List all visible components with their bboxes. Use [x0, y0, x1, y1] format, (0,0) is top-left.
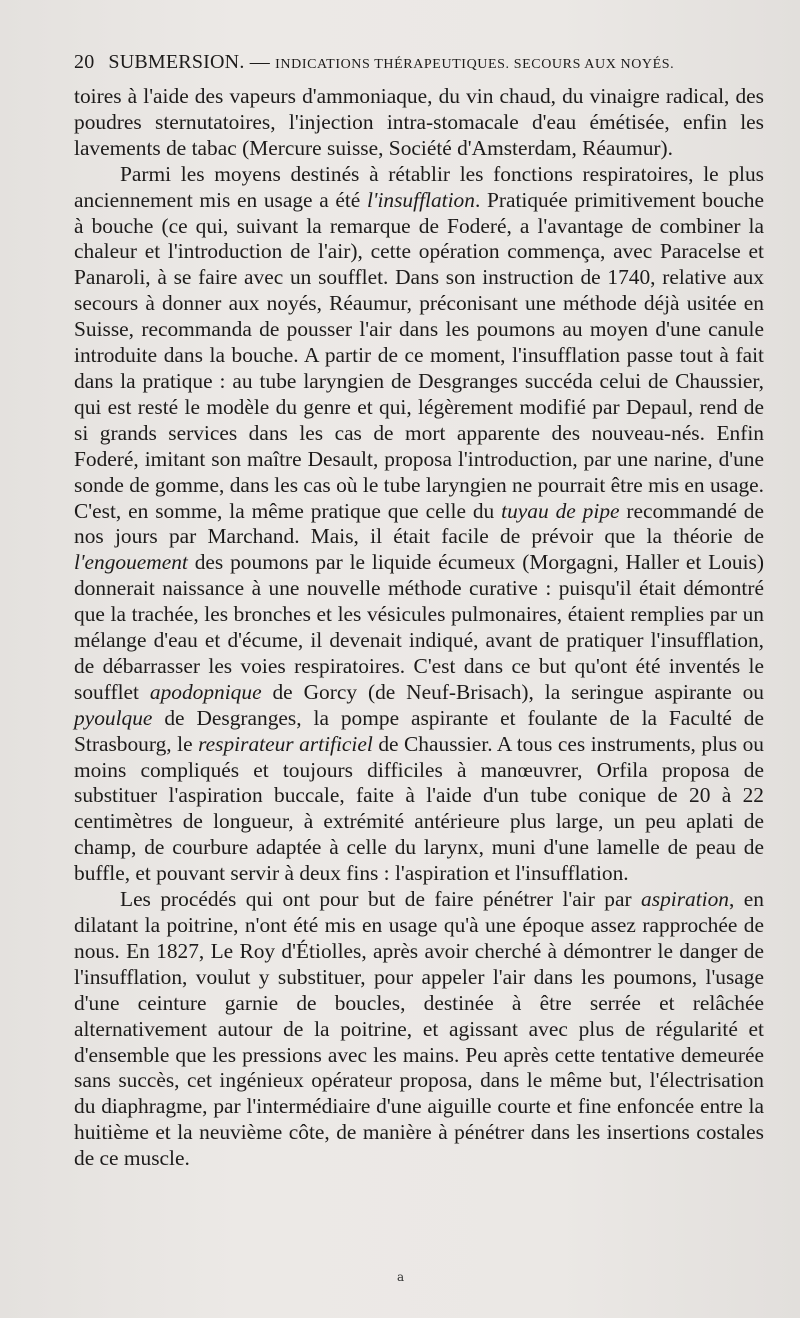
paragraph-3 [74, 887, 764, 1172]
text-segment: de Gorcy (de Neuf-Brisach), la seringue aspirante ou [261, 679, 764, 704]
italic-term: aspiration [641, 887, 730, 912]
footer-mark: a [397, 1270, 405, 1284]
paragraph-1 [74, 84, 764, 162]
text-segment: Les procédés qui ont pour but de faire pénétrer l'air par [120, 887, 642, 912]
italic-term: pyoulque [74, 705, 153, 730]
text-segment: , en dilatant la poitrine, n'ont été mis en usage qu'à une époque assez rapprochée de nous. En 1827, Le Roy d'Étiolles, après avoir cherché à démontrer le danger de l'insufflation, voulut y substituer, pour appeler l'air dans les poumons, l'usage d'une ceinture garnie de boucles, destinée à être serrée et relâchée alternativement autour de la poitrine, et agissant avec plus de régularité et d'ensemble que les pressions avec les mains. Peu après cette tentative demeurée sans succès, cet ingénieux opérateur proposa, dans le même but, l'électrisation du diaphragme, par l'intermédiaire d'une aiguille courte et fine enfoncée entre la huitième et la neuvième côte, de manière à pénétrer dans les insertions costales de ce muscle. [74, 887, 764, 1171]
header-subtitle: INDICATIONS THÉRAPEUTIQUES. SECOURS AUX NOYÉS. [275, 57, 675, 72]
italic-term: l'insufflation [366, 187, 475, 212]
page-number: 20 [74, 51, 95, 73]
text-segment: de Desgranges, la pompe aspirante et foulante de la Faculté de Strasbourg, le [74, 705, 764, 756]
text-segment: toires à l'aide des vapeurs d'ammoniaque, du vin chaud, du vinaigre radical, des poudres sternutatoires, l'injection intra-stomacale d'eau émétisée, enfin les lavements de tabac (Mercure suisse, Société d'Amsterdam, Réaumur). [74, 84, 764, 160]
text-segment: . Pratiquée primitivement bouche à bouche (ce qui, suivant la remarque de Foderé, a l'avantage de combiner la chaleur et l'introduction de l'air), cette opération commença, avec Paracelse et Panaroli, à se faire avec un soufflet. Dans son instruction de 1740, relative aux secours à donner aux noyés, Réaumur, préconisant une méthode déjà usitée en Suisse, recommanda de pousser l'air dans les poumons au moyen d'une canule introduite dans la bouche. A partir de ce moment, l'insufflation passe tout à fait dans la pratique : au tube laryngien de Desgranges succéda celui de Chaussier, qui est resté le modèle du genre et qui, légèrement modifié par Depaul, rend de si grands services dans les cas de mort apparente des nouveau-nés. Enfin Foderé, imitant son maître Desault, proposa l'introduction, par une narine, d'une sonde de gomme, dans les cas où le tube laryngien ne pourrait être mis en usage. C'est, en somme, la même pratique que celle du [74, 187, 764, 523]
text-segment: de Chaussier. A tous ces instruments, plus ou moins compliqués et toujours difficiles à manœuvrer, Orfila proposa de substituer l'aspiration buccale, faite à l'aide d'un tube conique de 20 à 22 centimètres de longueur, à extrémité antérieure plus large, un peu aplati de champ, de courbure adaptée à celle du larynx, muni d'une lamelle de peau de buffle, et pouvant servir à deux fins : l'aspiration et l'insufflation. [74, 731, 764, 886]
italic-term: respirateur artificiel [198, 731, 373, 756]
running-header [74, 48, 764, 78]
text-segment: recommandé de nos jours par Marchand. Mais, il était facile de prévoir que la théorie de [74, 498, 764, 549]
body-text [74, 84, 764, 1172]
header-dash: — [249, 51, 270, 73]
header-title: SUBMERSION. [108, 51, 245, 73]
text-segment: des poumons par le liquide écumeux (Morgagni, Haller et Louis) donnerait naissance à une nouvelle méthode curative : puisqu'il était démontré que la trachée, les bronches et les vésicules pulmonaires, étaient remplies par un mélange d'eau et d'écume, il devenait indiqué, avant de pratiquer l'insufflation, de débarrasser les voies respiratoires. C'est dans ce but qu'ont été inventés le soufflet [74, 550, 764, 704]
italic-term: tuyau de pipe [501, 498, 620, 523]
text-segment: Parmi les moyens destinés à rétablir les fonctions respiratoires, le plus anciennement mis en usage a été [74, 161, 764, 212]
paragraph-2 [74, 162, 764, 887]
italic-term: l'engouement [74, 550, 188, 575]
italic-term: apodopnique [149, 679, 262, 704]
